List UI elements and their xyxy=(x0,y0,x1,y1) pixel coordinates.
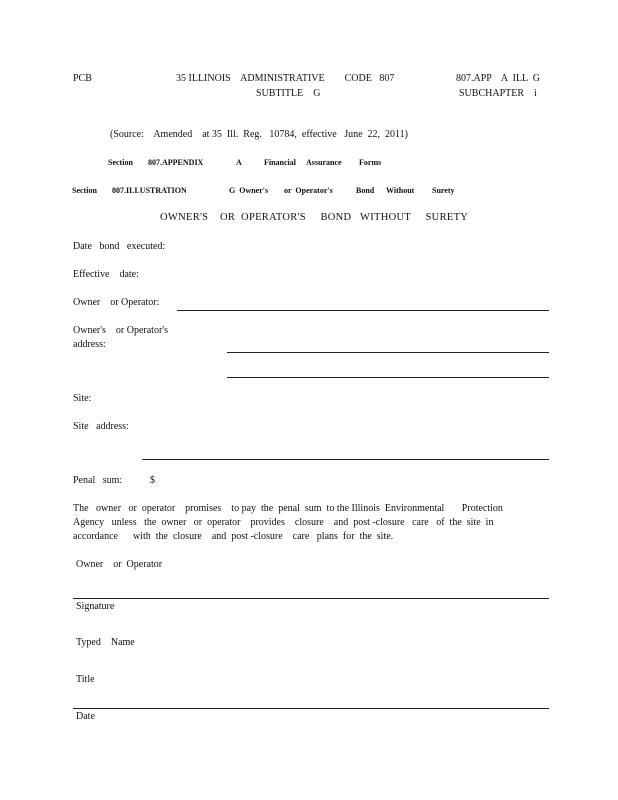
header-code-title: 35 ILLINOIS ADMINISTRATIVE CODE 807 xyxy=(176,73,395,84)
header-subchapter: SUBCHAPTER i xyxy=(459,88,537,99)
currency-symbol: $ xyxy=(150,475,155,486)
section-word-operators: or Operator's xyxy=(284,186,333,195)
section-word-owners: G Owner's xyxy=(229,186,269,195)
date-bond-executed-label: Date bond executed: xyxy=(73,241,166,252)
site-address-line[interactable] xyxy=(142,459,549,460)
penal-sum-label: Penal sum: xyxy=(73,475,123,486)
section-word-surety: Surety xyxy=(432,186,455,195)
site-label: Site: xyxy=(73,393,92,404)
title-label: Title xyxy=(76,674,95,685)
source-note: (Source: Amended at 35 Ill. Reg. 10784, effective June 22, 2011) xyxy=(110,129,408,140)
signature-label: Signature xyxy=(76,601,115,612)
header-subtitle: SUBTITLE G xyxy=(256,88,321,99)
date-label: Date xyxy=(76,711,95,722)
section-word-financial: Financial xyxy=(264,158,297,167)
owner-address-label-1: Owner's or Operator's xyxy=(73,325,168,336)
promise-text-line-1: The owner or operator promises to pay the penal sum to the Illinois Environmental Protection xyxy=(73,503,503,514)
section-label-1: Section xyxy=(108,158,133,167)
section-label-2: Section xyxy=(72,186,97,195)
promise-text-line-2: Agency unless the owner or operator provides closure and post -closure care of the site in xyxy=(73,517,494,528)
owner-address-line-1[interactable] xyxy=(227,352,549,353)
section-word-bond: Bond xyxy=(356,186,375,195)
owner-address-label-2: address: xyxy=(73,339,106,350)
typed-name-label: Typed Name xyxy=(76,637,135,648)
section-number-1: 807.APPENDIX xyxy=(148,158,204,167)
owner-operator-heading: Owner or Operator xyxy=(76,559,163,570)
site-address-label: Site address: xyxy=(73,421,129,432)
owner-address-line-2[interactable] xyxy=(227,377,549,378)
section-word-forms: Forms xyxy=(359,158,382,167)
section-number-2: 807.ILLUSTRATION xyxy=(112,186,187,195)
section-word-assurance: Assurance xyxy=(306,158,342,167)
header-agency: PCB xyxy=(73,73,92,84)
owner-operator-line[interactable] xyxy=(177,310,549,311)
date-line[interactable] xyxy=(73,708,549,709)
section-letter-1: A xyxy=(236,158,242,167)
section-word-without: Without xyxy=(386,186,415,195)
owner-operator-label: Owner or Operator: xyxy=(73,297,160,308)
effective-date-label: Effective date: xyxy=(73,269,139,280)
signature-line[interactable] xyxy=(73,598,549,599)
promise-text-line-3: accordance with the closure and post -closure care plans for the site. xyxy=(73,531,394,542)
form-title: OWNER'S OR OPERATOR'S BOND WITHOUT SURETY xyxy=(160,212,469,223)
header-section-ref: 807.APP A ILL G xyxy=(456,73,540,84)
